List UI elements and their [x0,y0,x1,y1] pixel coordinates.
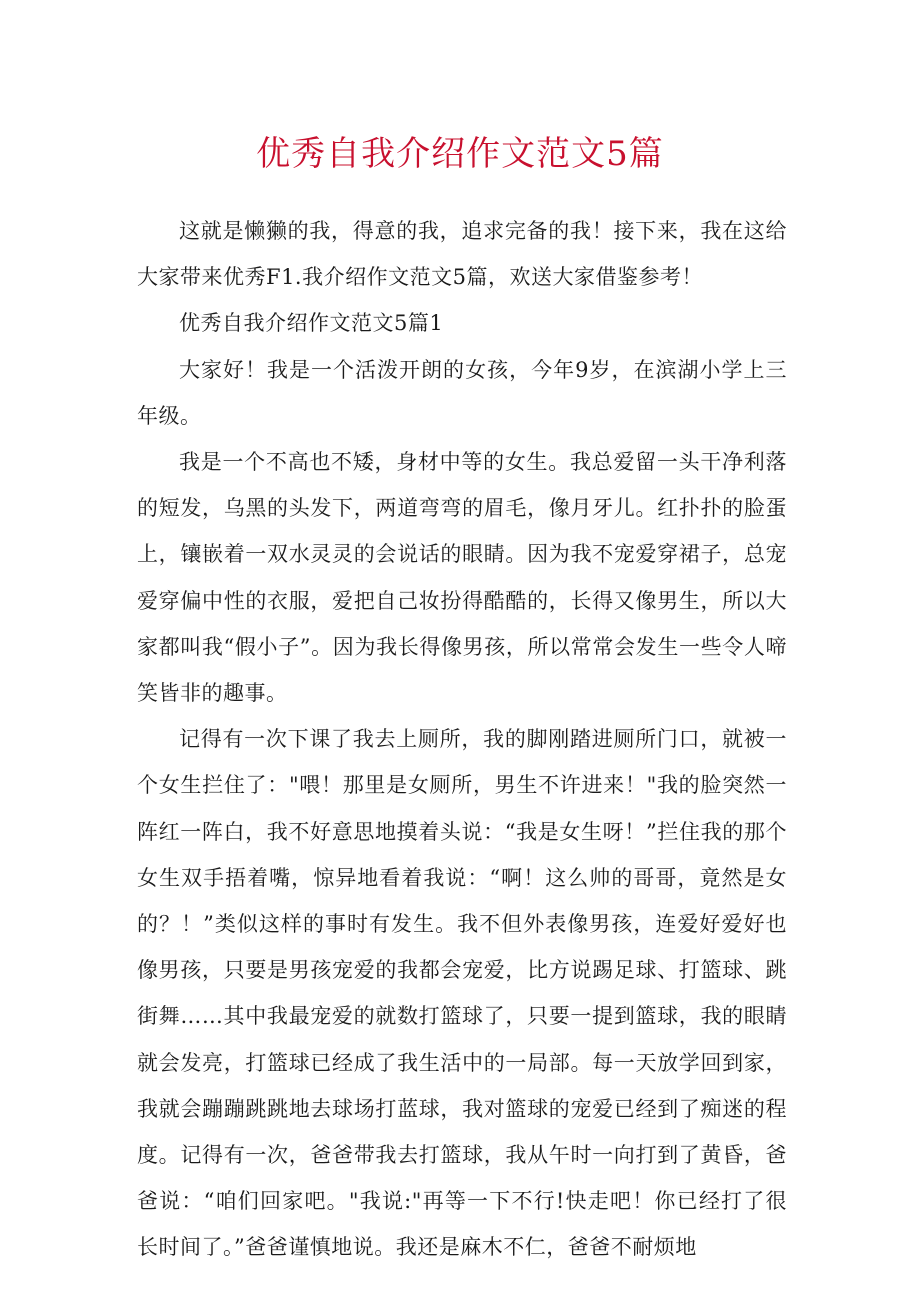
document-body [137,208,787,1271]
section-heading: 优秀自我介绍作文范文5篇1 [179,311,444,336]
body-paragraph: 记得有一次下课了我去上厕所，我的脚刚踏进厕所门口，就被一个女生拦住了："喂！那里是女厕所，男生不许进来！"我的脸突然一阵红一阵白，我不好意思地摸着头说：“我是女生呀！”拦住我的那个女生双手捂着嘴，惊异地看着我说：“啊！这么帅的哥哥，竟然是女的？！”类似这样的事时有发生。我不但外表像男孩，连爱好爱好也像男孩，只要是男孩宠爱的我都会宠爱，比方说踢足球、打篮球、跳街舞……其中我最宠爱的就数打篮球了，只要一提到篮球，我的眼睛就会发亮，打篮球已经成了我生活中的一局部。每一天放学回到家，我就会蹦蹦跳跳地去球场打蓝球，我对篮球的宠爱已经到了痴迷的程度。记得有一次，爸爸带我去打篮球，我从午时一向打到了黄昏，爸爸说：“咱们回家吧。"我说:"再等一下不行!快走吧！你已经打了很长时间了。”爸爸谨慎地说。我还是麻木不仁，爸爸不耐烦地 [137,727,787,1260]
document-title: 优秀自我介绍作文范文5篇 [256,134,664,174]
intro-paragraph: 这就是懒獭的我，得意的我，追求完备的我！接下来，我在这给大家带来优秀F1.我介绍作文范文5篇，欢送大家借鉴参考！ [137,219,787,290]
body-paragraph: 大家好！我是一个活泼开朗的女孩，今年9岁，在滨湖小学上三年级。 [137,357,787,428]
body-paragraph: 我是一个不高也不矮，身材中等的女生。我总爱留一头干净利落的短发，乌黑的头发下，两道弯弯的眉毛，像月牙儿。红扑扑的脸蛋上，镶嵌着一双水灵灵的会说话的眼睛。因为我不宠爱穿裙子，总宠爱穿偏中性的衣服，爱把自己妆扮得酷酷的，长得又像男生，所以大家都叫我“假小子”。因为我长得像男孩，所以常常会发生一些令人啼笑皆非的趣事。 [137,450,787,706]
